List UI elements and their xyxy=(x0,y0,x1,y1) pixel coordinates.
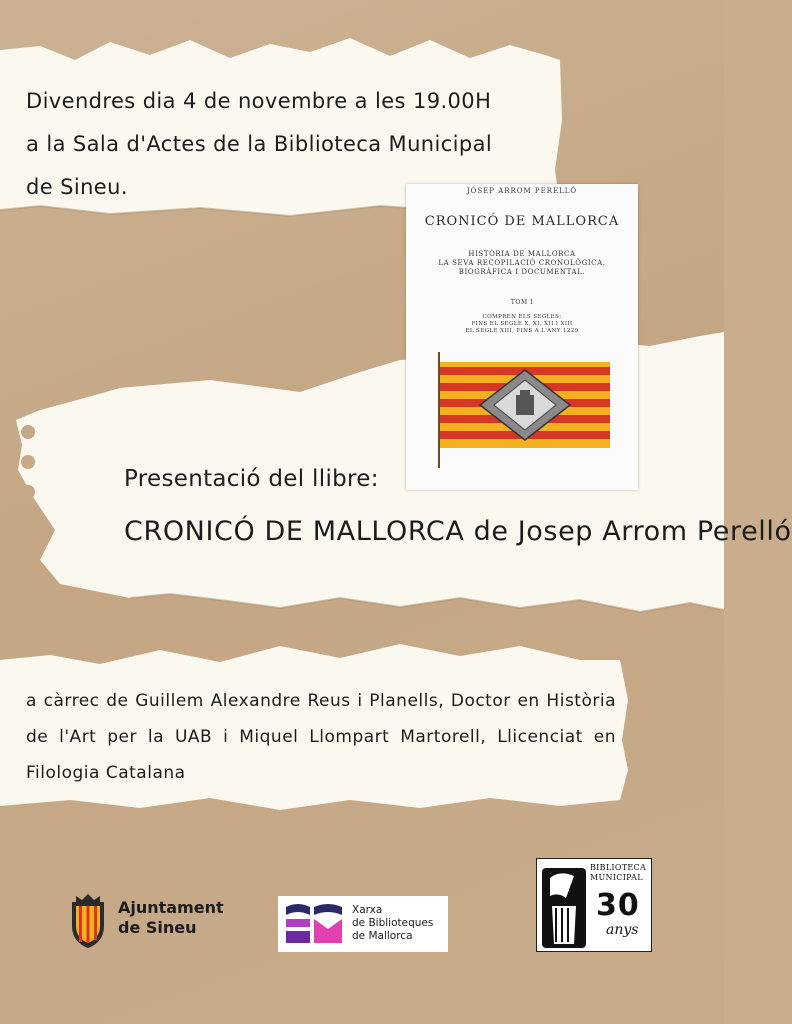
biblioteca-label-line1: BIBLIOTECA xyxy=(590,863,647,872)
event-town-line: de Sineu. xyxy=(26,175,128,199)
book-subtitle: HISTÒRIA DE MALLORCA LA SEVA RECOPILACIÓ CRONOLÒGICA, BIOGRÀFICA I DOCUMENTAL. xyxy=(438,250,606,276)
book-centuries: COMPREN ELS SEGLES: FINS EL SEGLE X, XI, XII I XIII EL SEGLE XIII, FINS A L'ANY 1229 xyxy=(465,314,579,334)
book-cover xyxy=(406,184,638,490)
presentation-title: CRONICÓ DE MALLORCA de Josep Arrom Perelló xyxy=(124,516,792,547)
biblioteca-municipal-30-anys-logo xyxy=(536,858,652,952)
coat-of-arms-icon xyxy=(66,892,110,950)
speakers-text: a càrrec de Guillem Alexandre Reus i Planells, Doctor en Història de l'Art per la UAB i Miquel Llompart Martorell, Llicenciat en Filologia Catalana xyxy=(26,691,616,783)
book-volume: TOM I xyxy=(510,299,534,306)
event-date-line: Divendres dia 4 de novembre a les 19.00H xyxy=(26,89,492,113)
mallorca-flag-image xyxy=(430,350,620,470)
xarxa-name: Xarxa de Biblioteques de Mallorca xyxy=(352,904,434,942)
book-author: JOSEP ARROM PERELLÓ xyxy=(466,187,578,195)
biblioteca-label-line2: MUNICIPAL xyxy=(590,873,643,882)
ajuntament-sineu-logo xyxy=(66,892,246,952)
presentation-label: Presentació del llibre: xyxy=(124,466,379,492)
ajuntament-name: Ajuntament de Sineu xyxy=(118,898,224,937)
biblioteca-years-word: anys xyxy=(606,922,639,938)
book-title: CRONICÓ DE MALLORCA xyxy=(424,214,620,229)
event-place-line: a la Sala d'Actes de la Biblioteca Municipal xyxy=(26,132,493,156)
xarxa-logo-mark-icon xyxy=(284,903,346,945)
biblioteca-years-number: 30 xyxy=(596,888,640,923)
xarxa-biblioteques-logo xyxy=(278,896,448,952)
